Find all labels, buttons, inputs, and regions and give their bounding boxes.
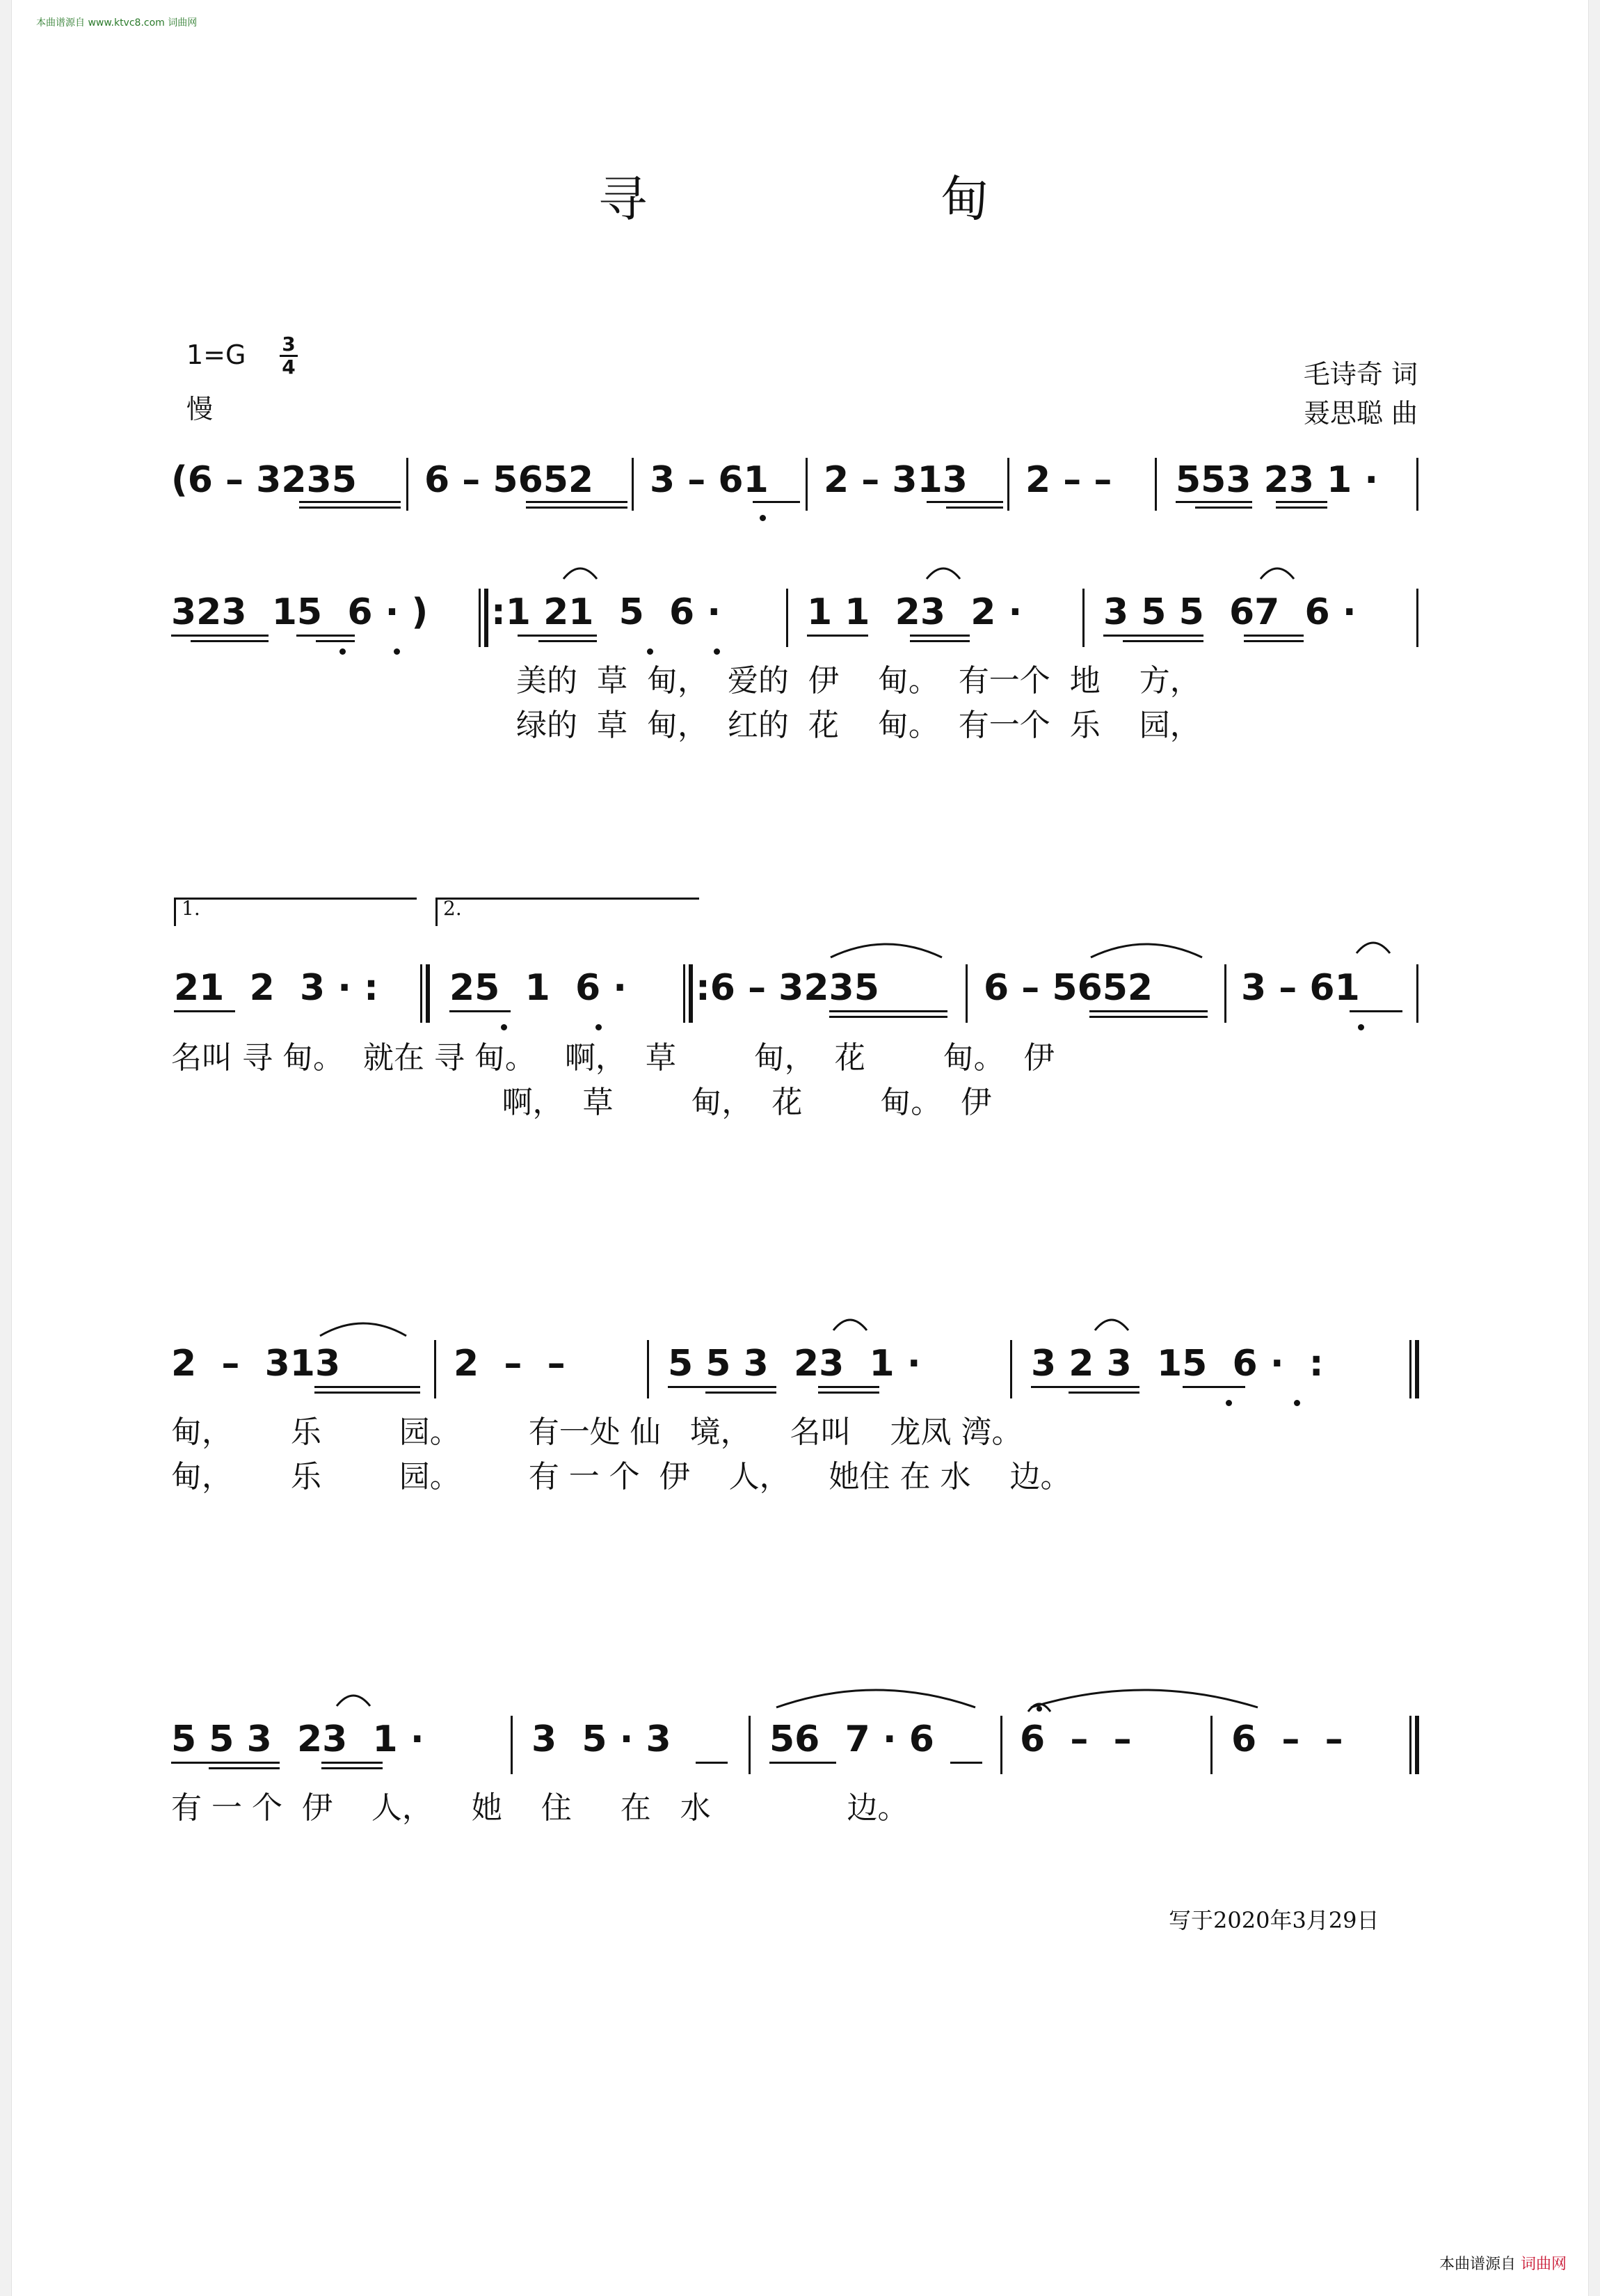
barline: [647, 1340, 649, 1398]
system-2: [0, 591, 1600, 751]
credits: [1304, 355, 1418, 433]
measure: 3 5 5 67 6 ·: [1103, 591, 1357, 633]
lyricist-credit: 毛诗奇 词: [1303, 359, 1418, 390]
underline: [174, 1010, 235, 1012]
underline: [1244, 635, 1304, 637]
underline: [209, 1767, 280, 1769]
barline: [1210, 1716, 1213, 1774]
barline-repeat-end-thick: [426, 964, 430, 1023]
slur: [832, 1312, 868, 1333]
measure: 5 5 3 23 1 ·: [668, 1343, 921, 1385]
measure: 25 1 6 ·: [449, 967, 627, 1009]
underline: [518, 635, 597, 637]
underline: [807, 635, 868, 637]
page-edge-left: [0, 0, 12, 2296]
lower-octave-dot: [595, 1024, 602, 1030]
source-site-link[interactable]: 词曲网: [1520, 2256, 1567, 2273]
lyric-verse-1: 有 一 个 伊 人， 她 住 在 水 边。: [171, 1790, 909, 1826]
fermata: [1025, 1698, 1053, 1714]
page-edge-right: [1588, 0, 1600, 2296]
barline: [1007, 458, 1009, 511]
tempo-marking: 慢: [186, 394, 214, 424]
barline: [1010, 1340, 1012, 1398]
lower-octave-dot: [1294, 1400, 1300, 1406]
measure: 6 – 5652: [424, 459, 594, 501]
barline: [434, 1340, 436, 1398]
barline-repeat-start-thick: [484, 589, 488, 647]
underline: [526, 501, 627, 503]
slur: [562, 561, 598, 582]
underline: [171, 1762, 280, 1764]
measure: 6 – –: [1231, 1719, 1343, 1760]
lower-octave-dot: [501, 1024, 507, 1030]
composition-date: 写于2020年3月29日: [1169, 1907, 1379, 1934]
measure: 2 – –: [454, 1343, 566, 1385]
measure: (6 – 3235: [171, 459, 357, 501]
underline: [526, 507, 627, 509]
lyric-verse-2: 啊， 草 甸， 花 甸。 伊: [171, 1085, 992, 1120]
system-4: [0, 1343, 1600, 1510]
slur: [319, 1315, 408, 1339]
underline: [910, 640, 970, 642]
time-lower: 4: [282, 356, 296, 378]
title-char-2: 甸: [941, 170, 989, 228]
underline: [910, 635, 970, 637]
time-upper: 3: [282, 333, 296, 356]
underline: [696, 1762, 728, 1764]
barline-repeat-start: [479, 589, 481, 647]
underline: [314, 1392, 420, 1394]
lyric-verse-2: 绿的 草 甸， 红的 花 甸。 有一个 乐 园，: [516, 708, 1201, 743]
underline: [1089, 1016, 1208, 1018]
measure: 323 15 6 · ): [171, 591, 429, 633]
composer-credit: 聂思聪 曲: [1303, 398, 1418, 429]
underline: [950, 1762, 982, 1764]
barline: [1000, 1716, 1002, 1774]
volta-label: 2.: [443, 897, 462, 920]
final-barline-thin: [1409, 1716, 1411, 1774]
final-barline-thick: [1415, 1716, 1419, 1774]
underline: [316, 640, 355, 642]
barline: [1416, 964, 1418, 1023]
barline-repeat-end: [420, 964, 422, 1023]
slur: [775, 1680, 977, 1710]
barline: [806, 458, 808, 511]
underline: [538, 640, 597, 642]
underline: [296, 635, 355, 637]
measure: 6 – –: [1020, 1719, 1132, 1760]
underline: [1176, 501, 1252, 503]
measure: 553 23 1 ·: [1176, 459, 1379, 501]
underline: [1103, 635, 1203, 637]
measure: :1 21 5 6 ·: [491, 591, 721, 633]
measure: 3 – 61: [650, 459, 769, 501]
volta-label: 1.: [182, 897, 200, 920]
underline: [927, 501, 1003, 503]
underline: [829, 1010, 947, 1012]
system-3: [0, 898, 1600, 1141]
title-char-1: 寻: [598, 170, 647, 228]
barline-repeat-end: [1409, 1340, 1411, 1398]
underline: [818, 1392, 879, 1394]
slur: [829, 935, 943, 960]
volta-bracket-1: [174, 898, 417, 926]
underline: [1183, 1386, 1245, 1388]
volta-bracket-2: [435, 898, 699, 926]
measure: 56 7 · 6: [769, 1719, 934, 1760]
underline: [1123, 640, 1203, 642]
measure: 5 5 3 23 1 ·: [171, 1719, 424, 1760]
underline: [705, 1392, 776, 1394]
lower-octave-dot: [1226, 1400, 1232, 1406]
underline: [191, 640, 269, 642]
underline: [1350, 1010, 1402, 1012]
underline: [829, 1016, 947, 1018]
barline: [1416, 458, 1418, 511]
lower-octave-dot: [647, 648, 653, 655]
time-signature: [278, 334, 299, 378]
underline: [299, 501, 401, 503]
barline: [966, 964, 968, 1023]
measure: 3 2 3 15 6 · :: [1031, 1343, 1324, 1385]
lyric-verse-1: 甸， 乐 园。 有一处 仙 境， 名叫 龙凤 湾。: [171, 1414, 1023, 1450]
lyric-verse-2: 甸， 乐 园。 有 一 个 伊 人， 她住 在 水 边。: [171, 1459, 1071, 1494]
measure: 6 – 5652: [984, 967, 1153, 1009]
barline: [511, 1716, 513, 1774]
slur: [1089, 935, 1203, 960]
lower-octave-dot: [714, 648, 720, 655]
barline: [406, 458, 408, 511]
underline: [1069, 1392, 1139, 1394]
measure: 3 5 · 3: [531, 1719, 671, 1760]
lower-octave-dot: [394, 648, 400, 655]
barline: [749, 1716, 751, 1774]
underline: [946, 507, 1003, 509]
source-note-top: 本曲谱源自 www.ktvc8.com 词曲网: [36, 17, 198, 29]
slur: [1094, 1312, 1130, 1333]
key-signature: 1=G: [186, 340, 246, 370]
underline: [314, 1386, 420, 1388]
system-5: [0, 1719, 1600, 1844]
underline: [171, 635, 269, 637]
underline: [1195, 507, 1252, 509]
underline: [1244, 640, 1304, 642]
measure: 2 – 313: [171, 1343, 341, 1385]
underline: [668, 1386, 776, 1388]
underline: [1276, 507, 1327, 509]
measure: 1 1 23 2 ·: [807, 591, 1023, 633]
measure: 2 – –: [1025, 459, 1112, 501]
barline-thick: [689, 964, 693, 1023]
measure: 2 – 313: [824, 459, 968, 501]
measure: 3 – 61: [1241, 967, 1360, 1009]
barline: [632, 458, 634, 511]
tie: [1030, 1680, 1259, 1710]
barline: [683, 964, 685, 1023]
lyric-verse-1: 名叫 寻 甸。 就在 寻 甸。 啊， 草 甸， 花 甸。 伊: [171, 1040, 1055, 1076]
slur: [1355, 935, 1391, 956]
barline-repeat-end-thick: [1415, 1340, 1419, 1398]
underline: [1031, 1386, 1139, 1388]
measure: :6 – 3235: [696, 967, 879, 1009]
underline: [449, 1010, 511, 1012]
slur: [925, 561, 961, 582]
barline: [1155, 458, 1157, 511]
system-1: [0, 459, 1600, 522]
lower-octave-dot: [760, 515, 766, 521]
slur: [1259, 561, 1295, 582]
measure: 21 2 3 · :: [174, 967, 378, 1009]
underline: [818, 1386, 879, 1388]
underline: [321, 1767, 383, 1769]
underline: [1089, 1010, 1208, 1012]
lower-octave-dot: [1358, 1024, 1364, 1030]
underline: [299, 507, 401, 509]
lower-octave-dot: [339, 648, 346, 655]
barline: [786, 589, 788, 647]
underline: [321, 1762, 383, 1764]
underline: [769, 1762, 836, 1764]
underline: [753, 501, 800, 503]
slur: [335, 1688, 371, 1709]
lyric-verse-1: 美的 草 甸， 爱的 伊 甸。 有一个 地 方，: [516, 663, 1201, 699]
barline: [1082, 589, 1085, 647]
underline: [1276, 501, 1327, 503]
barline: [1416, 589, 1418, 647]
source-prefix: 本曲谱源自: [1439, 2256, 1516, 2273]
source-note-bottom: [1439, 2252, 1567, 2274]
barline: [1224, 964, 1226, 1023]
